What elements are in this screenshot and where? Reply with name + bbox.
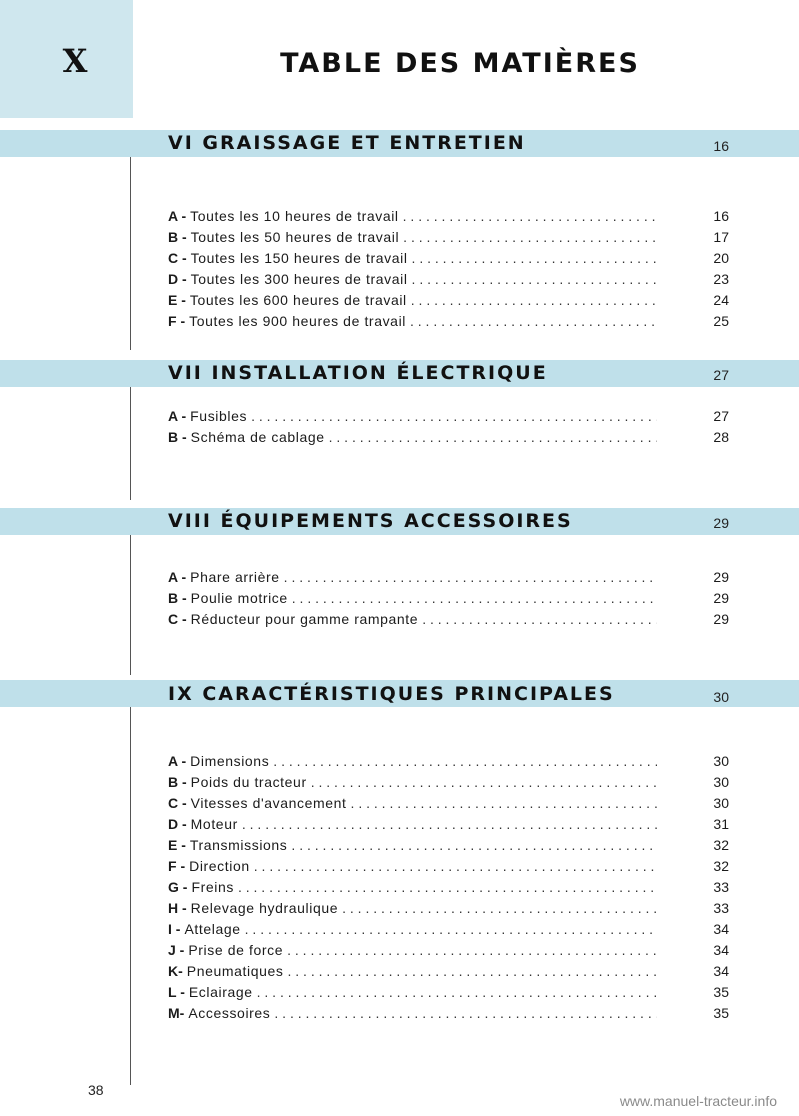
entry-label: Toutes les 10 heures de travail — [190, 208, 399, 224]
entry-page: 30 — [713, 795, 729, 811]
entry-page: 34 — [713, 942, 729, 958]
entry-letter: I - — [168, 921, 181, 937]
toc-entry[interactable] — [168, 290, 729, 311]
entry-letter: L - — [168, 984, 185, 1000]
toc-entry[interactable] — [168, 961, 729, 982]
leader-dots — [274, 1003, 657, 1024]
entry-label: Accessoires — [188, 1005, 271, 1021]
entry-list — [168, 206, 729, 332]
entry-page: 25 — [713, 313, 729, 329]
leader-dots — [251, 406, 657, 427]
toc-entry[interactable] — [168, 248, 729, 269]
toc-entry[interactable] — [168, 1003, 729, 1024]
entry-letter: C - — [168, 250, 187, 266]
section-page: 27 — [713, 367, 729, 383]
page-number: 38 — [88, 1082, 104, 1098]
section-page: 29 — [713, 515, 729, 531]
leader-dots — [411, 290, 657, 311]
entry-letter: K- — [168, 963, 183, 979]
entry-page: 16 — [713, 208, 729, 224]
entry-page: 35 — [713, 1005, 729, 1021]
entry-letter: D - — [168, 271, 187, 287]
leader-dots — [254, 856, 657, 877]
entry-label: Eclairage — [188, 984, 253, 1000]
toc-entry[interactable] — [168, 793, 729, 814]
toc-entry[interactable] — [168, 406, 729, 427]
entry-label: Schéma de cablage — [190, 429, 325, 445]
entry-page: 34 — [713, 963, 729, 979]
leader-dots — [292, 588, 657, 609]
toc-entry[interactable] — [168, 311, 729, 332]
toc-entry[interactable] — [168, 940, 729, 961]
entry-list — [168, 751, 729, 1024]
margin-rule — [130, 530, 131, 675]
entry-list — [168, 406, 729, 448]
toc-entry[interactable] — [168, 772, 729, 793]
entry-letter: B - — [168, 590, 187, 606]
leader-dots — [342, 898, 657, 919]
entry-label: Fusibles — [190, 408, 248, 424]
toc-entry[interactable] — [168, 982, 729, 1003]
entry-page: 17 — [713, 229, 729, 245]
entry-label: Toutes les 150 heures de travail — [190, 250, 408, 266]
entry-page: 32 — [713, 858, 729, 874]
entry-letter: M- — [168, 1005, 185, 1021]
entry-letter: F - — [168, 858, 186, 874]
entry-label: Toutes les 50 heures de travail — [190, 229, 400, 245]
entry-page: 34 — [713, 921, 729, 937]
entry-label: Vitesses d'avancement — [190, 795, 347, 811]
entry-label: Toutes les 300 heures de travail — [190, 271, 408, 287]
toc-entry[interactable] — [168, 856, 729, 877]
entry-letter: A - — [168, 569, 187, 585]
leader-dots — [291, 835, 657, 856]
leader-dots — [329, 427, 657, 448]
entry-label: Poids du tracteur — [190, 774, 307, 790]
entry-page: 20 — [713, 250, 729, 266]
entry-letter: B - — [168, 229, 187, 245]
section-title: VIII ÉQUIPEMENTS ACCESSOIRES — [168, 510, 573, 532]
entry-list — [168, 567, 729, 630]
toc-entry[interactable] — [168, 206, 729, 227]
leader-dots — [284, 567, 657, 588]
entry-page: 29 — [713, 611, 729, 627]
entry-page: 35 — [713, 984, 729, 1000]
entry-label: Réducteur pour gamme rampante — [190, 611, 419, 627]
entry-page: 30 — [713, 774, 729, 790]
entry-letter: C - — [168, 611, 187, 627]
entry-label: Prise de force — [188, 942, 284, 958]
entry-label: Freins — [191, 879, 234, 895]
entry-letter: B - — [168, 774, 187, 790]
entry-page: 33 — [713, 900, 729, 916]
entry-label: Poulie motrice — [190, 590, 288, 606]
entry-letter: H - — [168, 900, 187, 916]
leader-dots — [311, 772, 657, 793]
leader-dots — [257, 982, 657, 1003]
entry-label: Dimensions — [190, 753, 270, 769]
leader-dots — [410, 311, 657, 332]
entry-page: 31 — [713, 816, 729, 832]
leader-dots — [242, 814, 657, 835]
entry-label: Toutes les 600 heures de travail — [189, 292, 407, 308]
leader-dots — [245, 919, 657, 940]
section-title: VI GRAISSAGE ET ENTRETIEN — [168, 132, 526, 154]
entry-letter: B - — [168, 429, 187, 445]
entry-label: Moteur — [190, 816, 238, 832]
entry-label: Pneumatiques — [186, 963, 284, 979]
entry-page: 28 — [713, 429, 729, 445]
toc-entry[interactable] — [168, 427, 729, 448]
leader-dots — [403, 227, 657, 248]
entry-page: 33 — [713, 879, 729, 895]
entry-letter: E - — [168, 292, 186, 308]
toc-entry[interactable] — [168, 227, 729, 248]
chapter-number: X — [62, 42, 88, 80]
entry-page: 23 — [713, 271, 729, 287]
entry-letter: J - — [168, 942, 185, 958]
leader-dots — [238, 877, 657, 898]
toc-entry[interactable] — [168, 814, 729, 835]
entry-page: 27 — [713, 408, 729, 424]
entry-letter: A - — [168, 753, 187, 769]
toc-entry[interactable] — [168, 751, 729, 772]
entry-page: 32 — [713, 837, 729, 853]
entry-letter: F - — [168, 313, 186, 329]
entry-letter: C - — [168, 795, 187, 811]
entry-page: 29 — [713, 590, 729, 606]
section-page: 30 — [713, 689, 729, 705]
entry-page: 30 — [713, 753, 729, 769]
toc-entry[interactable] — [168, 269, 729, 290]
entry-label: Attelage — [184, 921, 241, 937]
entry-page: 24 — [713, 292, 729, 308]
leader-dots — [351, 793, 657, 814]
page-title: TABLE DES MATIÈRES — [280, 48, 640, 79]
leader-dots — [412, 248, 657, 269]
section-page: 16 — [713, 138, 729, 154]
entry-letter: G - — [168, 879, 188, 895]
toc-entry[interactable] — [168, 877, 729, 898]
entry-label: Toutes les 900 heures de travail — [189, 313, 406, 329]
toc-entry[interactable] — [168, 609, 729, 630]
entry-label: Phare arrière — [190, 569, 280, 585]
entry-label: Direction — [189, 858, 250, 874]
entry-letter: E - — [168, 837, 186, 853]
entry-letter: A - — [168, 208, 187, 224]
entry-label: Relevage hydraulique — [190, 900, 339, 916]
entry-label: Transmissions — [189, 837, 288, 853]
section-title: IX CARACTÉRISTIQUES PRINCIPALES — [168, 683, 615, 705]
leader-dots — [412, 269, 657, 290]
margin-rule — [130, 705, 131, 1085]
entry-page: 29 — [713, 569, 729, 585]
toc-entry[interactable] — [168, 898, 729, 919]
website-watermark: www.manuel-tracteur.info — [619, 1093, 777, 1109]
entry-letter: D - — [168, 816, 187, 832]
leader-dots — [403, 206, 657, 227]
toc-entry[interactable] — [168, 567, 729, 588]
toc-entry[interactable] — [168, 835, 729, 856]
margin-rule — [130, 385, 131, 500]
margin-rule — [130, 155, 131, 350]
leader-dots — [273, 751, 657, 772]
toc-entry[interactable] — [168, 919, 729, 940]
leader-dots — [422, 609, 657, 630]
toc-entry[interactable] — [168, 588, 729, 609]
entry-letter: A - — [168, 408, 187, 424]
section-title: VII INSTALLATION ÉLECTRIQUE — [168, 362, 548, 384]
leader-dots — [287, 940, 657, 961]
leader-dots — [287, 961, 657, 982]
